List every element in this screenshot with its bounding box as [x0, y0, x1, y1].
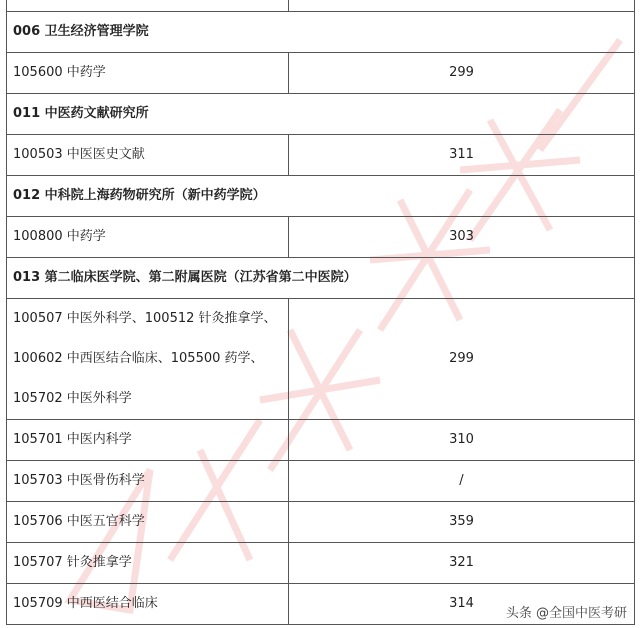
score-value: 299	[289, 299, 635, 420]
major-label: 105701 中医内科学	[7, 420, 289, 461]
section-row	[7, 176, 635, 217]
score-value: 359	[289, 502, 635, 543]
major-line: 100602 中西医结合临床、105500 药学、	[13, 351, 264, 366]
score-table	[6, 0, 635, 625]
major-label: 105709 中西医结合临床	[7, 584, 289, 625]
table-row	[7, 135, 635, 176]
major-label: 100800 中药学	[7, 217, 289, 258]
score-value: 303	[289, 217, 635, 258]
table-row	[7, 53, 635, 94]
score-value: 311	[289, 135, 635, 176]
section-label: 013 第二临床医学院、第二附属医院（江苏省第二中医院）	[7, 258, 635, 299]
section-row	[7, 12, 635, 53]
table-row	[7, 420, 635, 461]
major-label: 105600 中药学	[7, 53, 289, 94]
score-value: 314	[289, 584, 635, 625]
major-line: 105702 中医外科学	[13, 391, 132, 406]
table-row	[7, 299, 635, 420]
major-label: 100503 中医医史文献	[7, 135, 289, 176]
score-value: /	[289, 461, 635, 502]
section-label: 006 卫生经济管理学院	[7, 12, 635, 53]
table-row	[7, 217, 635, 258]
major-label: 105707 针灸推拿学	[7, 543, 289, 584]
section-row	[7, 94, 635, 135]
major-label: 105703 中医骨伤科学	[7, 461, 289, 502]
score-value: 299	[289, 53, 635, 94]
score-value: 310	[289, 420, 635, 461]
table-row	[7, 461, 635, 502]
table-row	[7, 543, 635, 584]
section-label: 011 中医药文献研究所	[7, 94, 635, 135]
table-row	[7, 502, 635, 543]
table-row	[7, 0, 635, 12]
section-label: 012 中科院上海药物研究所（新中药学院）	[7, 176, 635, 217]
major-label-multi	[7, 299, 289, 420]
major-line: 100507 中医外科学、100512 针灸推拿学、	[13, 311, 277, 326]
section-row	[7, 258, 635, 299]
major-label: 105706 中医五官科学	[7, 502, 289, 543]
score-value: 321	[289, 543, 635, 584]
source-watermark-label: 头条 @全国中医考研	[503, 601, 630, 622]
